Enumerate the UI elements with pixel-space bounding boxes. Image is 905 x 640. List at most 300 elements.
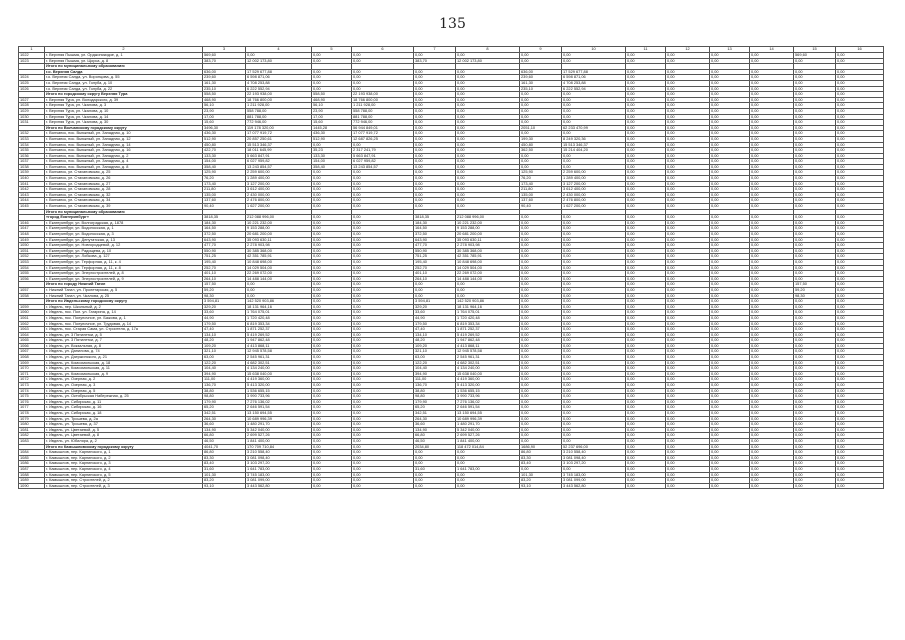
value-cell: 0,00 (794, 259, 836, 265)
value-cell: 0,00 (666, 108, 710, 114)
value-cell: 0,00 (312, 69, 352, 75)
value-cell: 157,50 (794, 282, 836, 288)
value-cell: 0,00 (456, 461, 520, 467)
value-cell: 0,00 (750, 103, 794, 109)
value-cell: 0,00 (710, 355, 750, 361)
value-cell: 0,00 (626, 349, 666, 355)
value-cell: 0,00 (710, 321, 750, 327)
value-cell: 0,00 (626, 461, 666, 467)
value-cell: 0,00 (836, 411, 884, 417)
value-cell: 0,00 (836, 450, 884, 456)
value-cell: 0,00 (750, 226, 794, 232)
value-cell: 0,00 (414, 287, 456, 293)
value-cell: 63,00 (203, 355, 246, 361)
value-cell: 0,00 (750, 75, 794, 81)
value-cell: 0,00 (456, 198, 520, 204)
value-cell: 6 598 871,06 (246, 75, 312, 81)
address-cell: г. Камышлов, пер. Карпинского, д. 5 (45, 472, 203, 478)
value-cell: 22 269 072,00 (456, 271, 520, 277)
value-cell: 0,00 (794, 405, 836, 411)
address-cell: г. Камышлов, пер. Строителей, д. 2 (45, 478, 203, 484)
value-cell: 104,40 (203, 366, 246, 372)
address-cell: г. Екатеринбург, ул. Радищева, д. 10 (45, 248, 203, 254)
value-cell: 46,50 (203, 438, 246, 444)
value-cell: 0,00 (794, 444, 836, 450)
value-cell: 0,00 (710, 92, 750, 98)
value-cell: 1 536 655,15 (456, 388, 520, 394)
value-cell: 0,00 (456, 103, 520, 109)
address-cell: г. Ивдель, ул. 3 Пятилетки, д. 7 (45, 338, 203, 344)
value-cell: 0,00 (750, 315, 794, 321)
value-cell: 0,00 (794, 422, 836, 428)
row-number-cell: 1063 (19, 327, 45, 333)
value-cell: 0,00 (794, 243, 836, 249)
value-cell: 0,00 (666, 461, 710, 467)
value-cell: 0,00 (710, 232, 750, 238)
value-cell: 5 413 320,00 (246, 383, 312, 389)
value-cell: 0,00 (750, 187, 794, 193)
value-cell: 2 545 961,31 (456, 355, 520, 361)
value-cell: 0,00 (626, 427, 666, 433)
value-cell: 0,00 (456, 136, 520, 142)
value-cell: 1 720 420,48 (456, 315, 520, 321)
address-cell: г. Екатеринбург, ул. Терфорная, д. 11, к. 4 (45, 259, 203, 265)
row-number-cell: 1032 (19, 131, 45, 137)
header-cell: 4 (246, 47, 312, 53)
value-cell: 0,00 (710, 416, 750, 422)
value-cell: 0,00 (562, 383, 626, 389)
value-cell: 0,00 (312, 265, 352, 271)
value-cell: 0,00 (794, 276, 836, 282)
value-cell: 14 029 504,00 (246, 265, 312, 271)
value-cell: 0,00 (414, 131, 456, 137)
value-cell: 2 317 241,79 (352, 148, 414, 154)
value-cell: 0,00 (750, 472, 794, 478)
value-cell: 98,30 (203, 293, 246, 299)
row-number-cell: 1087 (19, 466, 45, 472)
value-cell: 0,00 (836, 276, 884, 282)
value-cell: 142 520 903,86 (246, 299, 312, 305)
value-cell: 0,00 (836, 271, 884, 277)
value-cell: 0,00 (836, 466, 884, 472)
value-cell: 0,00 (520, 405, 562, 411)
value-cell: 0,00 (312, 360, 352, 366)
value-cell: 468,90 (312, 97, 352, 103)
row-number-cell: 1038 (19, 164, 45, 170)
row-number-cell: 1059 (19, 304, 45, 310)
value-cell: 0,00 (710, 394, 750, 400)
value-cell: 0,00 (710, 366, 750, 372)
value-cell: 18 011 645,99 (246, 148, 312, 154)
value-cell: 477,70 (203, 243, 246, 249)
value-cell: 0,00 (626, 248, 666, 254)
value-cell: 0,00 (562, 371, 626, 377)
row-number-cell: 1041 (19, 181, 45, 187)
value-cell: 0,00 (312, 321, 352, 327)
value-cell: 0,00 (562, 315, 626, 321)
value-cell: 0,00 (352, 220, 414, 226)
value-cell: 252,70 (414, 265, 456, 271)
header-cell: 1 (19, 47, 45, 53)
value-cell: 0,00 (414, 472, 456, 478)
value-cell: 0,00 (836, 293, 884, 299)
value-cell: 0,00 (414, 142, 456, 148)
value-cell: 18 131 964,16 (246, 304, 312, 310)
value-cell: 0,00 (836, 176, 884, 182)
value-cell: 0,00 (750, 366, 794, 372)
value-cell: 0,00 (352, 349, 414, 355)
value-cell: 0,00 (750, 58, 794, 64)
value-cell: 0,00 (666, 215, 710, 221)
address-cell: г. Верхняя Пышма, ул. Щорса, д. 8 (45, 58, 203, 64)
value-cell: 0,00 (352, 237, 414, 243)
value-cell: 0,00 (352, 438, 414, 444)
value-cell: 0,00 (312, 411, 352, 417)
value-cell: 264,10 (203, 276, 246, 282)
value-cell: 31,60 (203, 466, 246, 472)
value-cell: 0,00 (246, 293, 312, 299)
value-cell: 0,00 (666, 53, 710, 59)
value-cell: 0,00 (312, 282, 352, 288)
value-cell: 0,00 (710, 243, 750, 249)
row-number-cell: 1022 (19, 53, 45, 59)
value-cell: 0,00 (794, 220, 836, 226)
value-cell: 23,90 (203, 108, 246, 114)
value-cell: 0,00 (312, 332, 352, 338)
value-cell: 0,00 (456, 114, 520, 120)
value-cell: 0,00 (750, 461, 794, 467)
value-cell: 98,80 (203, 394, 246, 400)
value-cell: 0,00 (666, 148, 710, 154)
value-cell: 0,00 (562, 131, 626, 137)
value-cell: 0,00 (666, 433, 710, 439)
value-cell: 5 419 269,52 (246, 332, 312, 338)
value-cell: 0,00 (710, 254, 750, 260)
value-cell: 0,00 (836, 438, 884, 444)
value-cell: 0,00 (626, 287, 666, 293)
value-cell: 0,00 (710, 332, 750, 338)
value-cell: 0,00 (520, 310, 562, 316)
row-number-cell: 1083 (19, 438, 45, 444)
value-cell: 3 443 562,80 (562, 483, 626, 489)
value-cell: 0,00 (626, 405, 666, 411)
value-cell: 0,00 (456, 125, 520, 131)
value-cell: 0,00 (750, 265, 794, 271)
value-cell: 0,00 (562, 164, 626, 170)
address-cell: г. Верхняя Тура, ул. Чкалова, д. 30 (45, 120, 203, 126)
value-cell: 8 249 320,36 (562, 136, 626, 142)
value-cell: 0,00 (312, 394, 352, 400)
value-cell: 15 513 346,37 (246, 142, 312, 148)
address-cell: г. Волчанск, ул. Стахановская, д. 32 (45, 192, 203, 198)
address-cell: г. Волчанск, пос. Вьюжный, ул. Западная, д. 2 (45, 153, 203, 159)
value-cell: 0,00 (626, 466, 666, 472)
value-cell: 321,10 (414, 349, 456, 355)
value-cell: 0,00 (520, 120, 562, 126)
address-cell: г. Ивдель, ул. Озерная, д. 5 (45, 388, 203, 394)
address-cell: г. Верхняя Тура, ул. Чкалова, д. 14 (45, 114, 203, 120)
value-cell: 0,00 (520, 131, 562, 137)
value-cell: 0,00 (520, 293, 562, 299)
value-cell: 0,00 (520, 237, 562, 243)
value-cell: 6 819 353,34 (246, 321, 312, 327)
value-cell: 4 682 302,51 (246, 360, 312, 366)
value-cell: 0,00 (312, 271, 352, 277)
value-cell: 0,00 (312, 226, 352, 232)
value-cell: 0,00 (666, 383, 710, 389)
value-cell: 0,00 (456, 478, 520, 484)
value-cell: 0,00 (750, 310, 794, 316)
value-cell: 0,00 (520, 466, 562, 472)
value-cell: 0,00 (666, 366, 710, 372)
value-cell: 0,00 (562, 411, 626, 417)
value-cell: 0,00 (626, 220, 666, 226)
value-cell: 0,00 (562, 293, 626, 299)
address-cell: г. Екатеринбург, ул. Волгоградская, д. 1878 (45, 220, 203, 226)
value-cell: 0,00 (794, 366, 836, 372)
value-cell: 550,90 (414, 248, 456, 254)
value-cell: 0,00 (710, 86, 750, 92)
value-cell: 1 627 200,00 (562, 204, 626, 210)
value-cell: 772 946,00 (352, 120, 414, 126)
value-cell: 0,00 (520, 153, 562, 159)
value-cell: 0,00 (666, 338, 710, 344)
row-number-cell: 1064 (19, 332, 45, 338)
value-cell: 1 627 200,00 (246, 204, 312, 210)
value-cell: 0,00 (750, 299, 794, 305)
address-cell: г. Екатеринбург, ул. Энергостроителей, д. 8 (45, 271, 203, 277)
value-cell: 0,00 (710, 388, 750, 394)
value-cell: 12 945 578,58 (246, 349, 312, 355)
value-cell: 0,00 (666, 276, 710, 282)
value-cell: 394,90 (414, 371, 456, 377)
value-cell: 0,00 (750, 92, 794, 98)
value-cell: 109,20 (414, 343, 456, 349)
header-cell: 12 (666, 47, 710, 53)
value-cell: 33,60 (414, 310, 456, 316)
value-cell: 450,80 (520, 142, 562, 148)
value-cell: 0,00 (836, 120, 884, 126)
value-cell: 0,00 (836, 399, 884, 405)
value-cell: 0,00 (836, 394, 884, 400)
value-cell: 0,00 (520, 108, 562, 114)
address-cell: г. Волчанск, ул. Стахановская, д. 28 (45, 187, 203, 193)
value-cell: 372,50 (203, 232, 246, 238)
address-cell: Итого по городу Нижний Тагил (45, 282, 203, 288)
value-cell: 0,00 (312, 215, 352, 221)
value-cell: 0,00 (626, 131, 666, 137)
address-cell: г. Ивдель, ул. Озерная, д. 2 (45, 377, 203, 383)
value-cell: 0,00 (520, 159, 562, 165)
value-cell: 13 243 854,57 (352, 164, 414, 170)
value-cell: 0,00 (794, 355, 836, 361)
row-number-cell: 1086 (19, 461, 45, 467)
value-cell: 401,10 (203, 271, 246, 277)
value-cell: 0,00 (666, 131, 710, 137)
value-cell: 5 663 847,91 (352, 153, 414, 159)
value-cell: 0,00 (750, 176, 794, 182)
value-cell: 0,00 (312, 243, 352, 249)
value-cell: 0,00 (520, 220, 562, 226)
value-cell: 0,00 (312, 86, 352, 92)
value-cell: 6 027 959,82 (352, 159, 414, 165)
value-cell: 0,00 (710, 411, 750, 417)
value-cell: 239,60 (520, 75, 562, 81)
value-cell: 3 081 098,40 (562, 455, 626, 461)
header-cell: 7 (414, 47, 456, 53)
value-cell: 0,00 (520, 243, 562, 249)
value-cell: 0,00 (414, 164, 456, 170)
value-cell: 0,00 (794, 455, 836, 461)
value-cell: 0,00 (710, 310, 750, 316)
value-cell: 0,00 (456, 176, 520, 182)
value-cell: 0,00 (750, 394, 794, 400)
value-cell: 0,00 (836, 108, 884, 114)
value-cell: 10 221 232,00 (456, 220, 520, 226)
value-cell: 0,00 (414, 450, 456, 456)
value-cell: 17 077 919,72 (352, 131, 414, 137)
value-cell: 10 689 996,39 (456, 416, 520, 422)
value-cell: 2 259 600,00 (246, 170, 312, 176)
address-cell: г. Ивдель, пос. Полуночное, ул. Бажова, д. 1 (45, 315, 203, 321)
value-cell: 0,00 (352, 142, 414, 148)
value-cell: 0,00 (456, 69, 520, 75)
value-cell: 3 745 183,00 (246, 472, 312, 478)
value-cell: 0,00 (456, 472, 520, 478)
value-cell: 0,00 (794, 131, 836, 137)
value-cell: 0,00 (666, 438, 710, 444)
value-cell: 0,00 (794, 103, 836, 109)
value-cell: 0,00 (626, 148, 666, 154)
value-cell: 0,00 (626, 321, 666, 327)
value-cell: 0,00 (666, 355, 710, 361)
value-cell: 0,00 (562, 103, 626, 109)
value-cell: 0,00 (520, 433, 562, 439)
value-cell: 0,00 (750, 444, 794, 450)
value-cell: 0,00 (626, 120, 666, 126)
row-number-cell: 1079 (19, 416, 45, 422)
value-cell: 59,20 (203, 287, 246, 293)
value-cell: 0,00 (836, 159, 884, 165)
value-cell: 0,00 (520, 276, 562, 282)
value-cell: 0,00 (836, 299, 884, 305)
value-cell: 0,00 (794, 232, 836, 238)
row-number-cell: 1069 (19, 360, 45, 366)
value-cell: 0,00 (626, 299, 666, 305)
value-cell: 65,20 (414, 405, 456, 411)
value-cell: 0,00 (414, 293, 456, 299)
value-cell: 1 289 400,00 (562, 176, 626, 182)
value-cell: 0,00 (794, 164, 836, 170)
value-cell: 0,00 (666, 271, 710, 277)
value-cell: 0,00 (246, 53, 312, 59)
value-cell: 0,00 (562, 58, 626, 64)
value-cell: 0,00 (666, 405, 710, 411)
value-cell: 0,00 (750, 198, 794, 204)
value-cell: 0,00 (666, 125, 710, 131)
value-cell: 0,00 (312, 304, 352, 310)
value-cell: 0,00 (312, 232, 352, 238)
value-cell: 394,90 (203, 371, 246, 377)
value-cell: 48,20 (203, 338, 246, 344)
value-cell: 93,10 (203, 483, 246, 489)
value-cell: 7 276 136,02 (246, 399, 312, 405)
value-cell: 0,00 (414, 455, 456, 461)
value-cell: 0,00 (750, 371, 794, 377)
value-cell: 0,00 (794, 254, 836, 260)
value-cell: 0,00 (414, 114, 456, 120)
row-number-cell: 1031 (19, 120, 45, 126)
value-cell: 0,00 (352, 422, 414, 428)
table-body (19, 53, 884, 489)
value-cell: 0,00 (836, 472, 884, 478)
row-number-cell: 1035 (19, 148, 45, 154)
value-cell: 0,00 (562, 355, 626, 361)
value-cell: 0,00 (836, 455, 884, 461)
value-cell: 0,00 (836, 433, 884, 439)
value-cell: 0,00 (352, 192, 414, 198)
address-cell: г. Волчанск, пос. Вьюжный, ул. Западная, д. 14 (45, 142, 203, 148)
row-number-cell: 1029 (19, 108, 45, 114)
value-cell: 44,90 (203, 315, 246, 321)
value-cell: 0,00 (456, 131, 520, 137)
row-number-cell: 1088 (19, 472, 45, 478)
value-cell: 0,00 (312, 198, 352, 204)
value-cell: 4 682 302,51 (456, 360, 520, 366)
address-cell: г. Нижний Тагил, ул. Пролетарская, д. 5 (45, 287, 203, 293)
value-cell: 6 222 552,94 (246, 86, 312, 92)
value-cell: 0,00 (352, 472, 414, 478)
value-cell: 15 638 040,00 (456, 371, 520, 377)
value-cell: 1686,90 (520, 444, 562, 450)
address-cell: г. Камышлов, пер. Карпинского, д. 4 (45, 466, 203, 472)
value-cell: 643,90 (414, 237, 456, 243)
value-cell: 0,00 (414, 461, 456, 467)
value-cell: 0,00 (666, 472, 710, 478)
value-cell: 0,00 (352, 371, 414, 377)
value-cell: 0,00 (562, 282, 626, 288)
value-cell: 47,40 (414, 327, 456, 333)
address-cell: г.о. Верхняя Салда, ул. Голуба, д. 10 (45, 80, 203, 86)
value-cell: 0,00 (246, 287, 312, 293)
value-cell: 14 029 504,00 (456, 265, 520, 271)
row-number-cell: 1065 (19, 338, 45, 344)
value-cell: 111,00 (414, 377, 456, 383)
value-cell: 0,00 (520, 416, 562, 422)
value-cell: 512,90 (203, 136, 246, 142)
value-cell: 0,00 (626, 170, 666, 176)
value-cell: 0,00 (794, 321, 836, 327)
value-cell: 0,00 (312, 58, 352, 64)
value-cell: 0,00 (626, 114, 666, 120)
value-cell: 0,00 (750, 287, 794, 293)
value-cell: 0,00 (710, 170, 750, 176)
value-cell: 0,00 (666, 394, 710, 400)
value-cell: 4 419 360,00 (456, 377, 520, 383)
value-cell: 0,00 (666, 399, 710, 405)
value-cell: 9 153 288,00 (456, 226, 520, 232)
value-cell: 0,00 (562, 343, 626, 349)
value-cell: 0,00 (836, 220, 884, 226)
value-cell: 3 594,81 (203, 299, 246, 305)
value-cell: 0,00 (710, 282, 750, 288)
address-cell: г. Волчанск, пос. Вьюжный, ул. Западная, д. 8 (45, 164, 203, 170)
value-cell: 0,00 (626, 159, 666, 165)
value-cell: 0,00 (836, 103, 884, 109)
value-cell: 0,00 (750, 360, 794, 366)
value-cell: 125,90 (203, 170, 246, 176)
row-number-cell: 1084 (19, 450, 45, 456)
